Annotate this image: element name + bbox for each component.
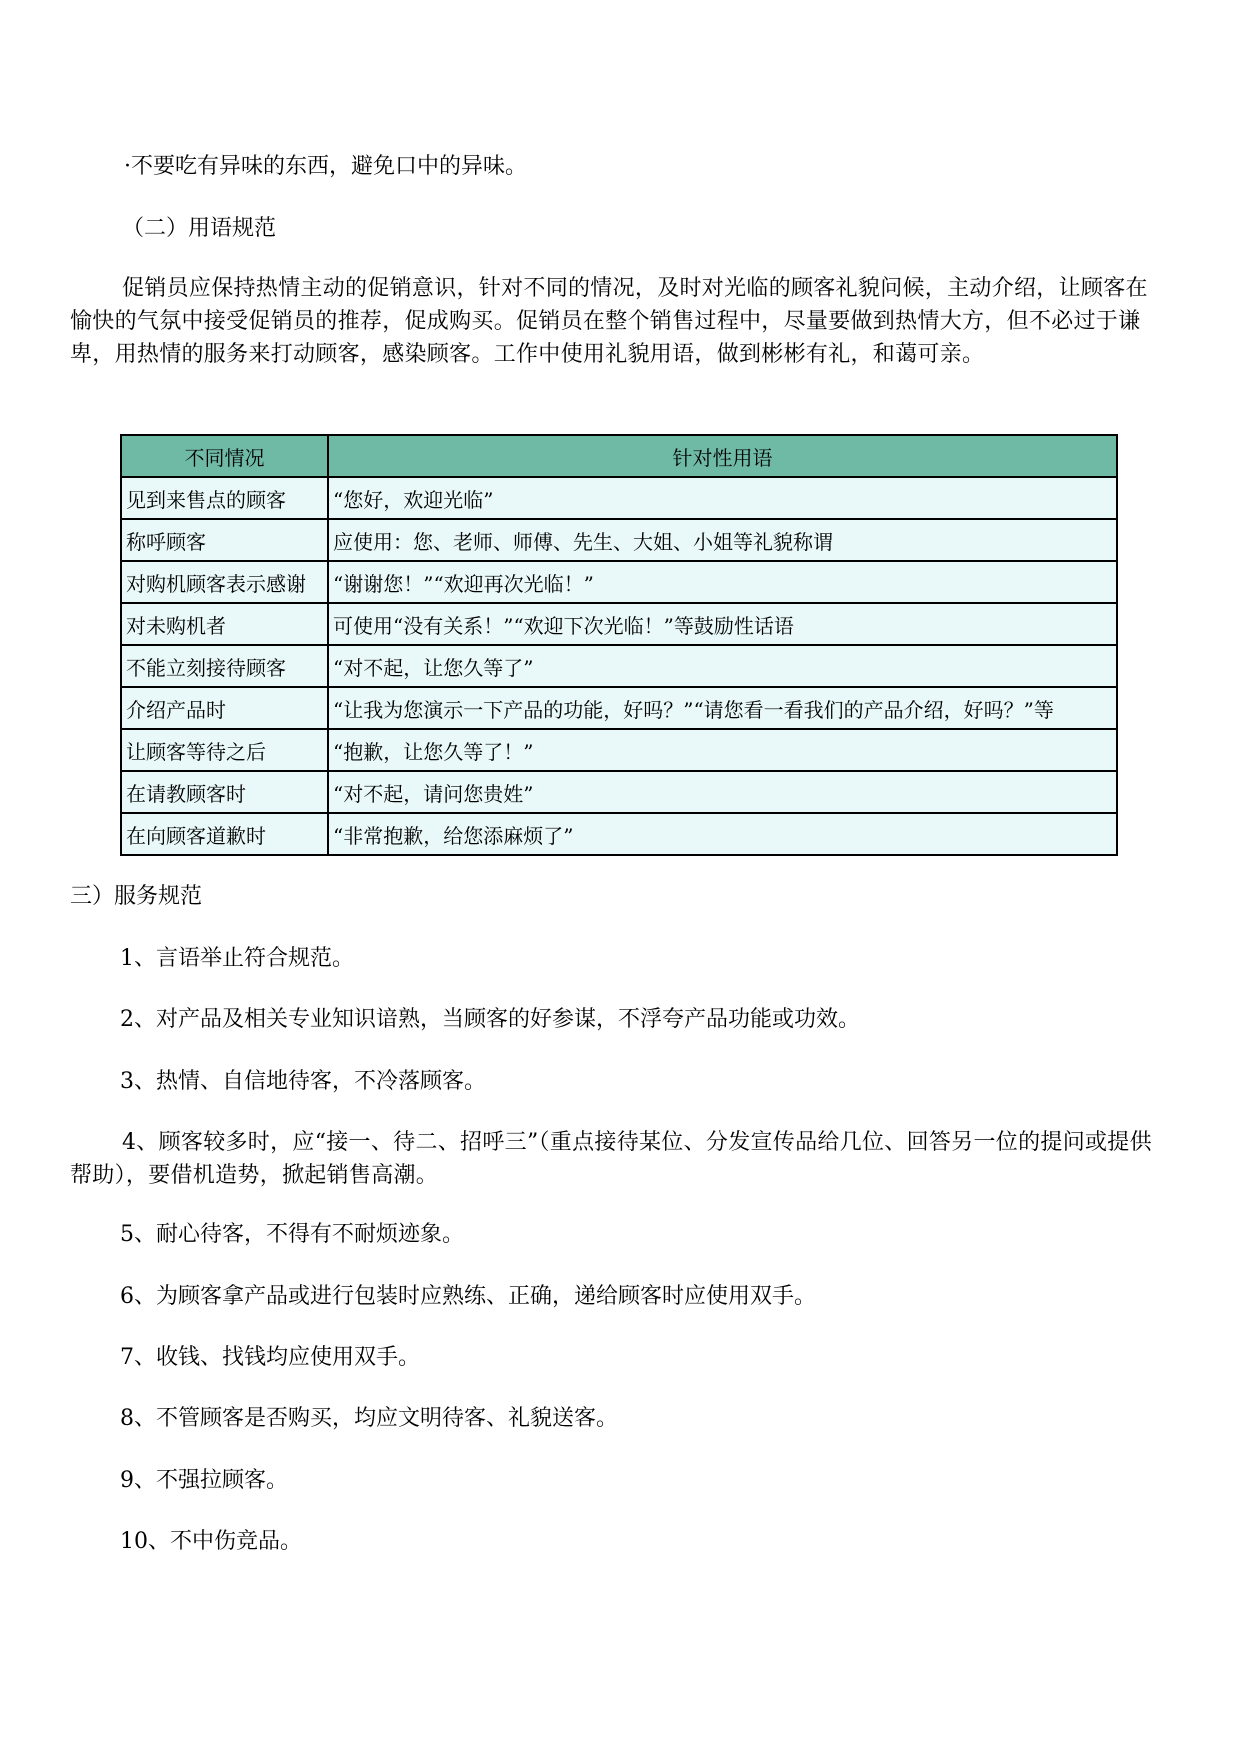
table-row	[121, 645, 1117, 687]
section2-title: （二）用语规范	[122, 216, 277, 241]
service-item: 10、不中伤竞品。	[120, 1529, 302, 1554]
service-item: 3、热情、自信地待客，不冷落顾客。	[120, 1069, 486, 1094]
phrase-cell: “您好，欢迎光临”	[328, 477, 1117, 519]
phrase-cell: “非常抱歉，给您添麻烦了”	[328, 813, 1117, 855]
service-item: 5、耐心待客，不得有不耐烦迹象。	[120, 1222, 464, 1247]
greeting-table	[120, 434, 1118, 856]
table-row	[121, 519, 1117, 561]
table-row	[121, 687, 1117, 729]
section2-paragraph: 促销员应保持热情主动的促销意识，针对不同的情况，及时对光临的顾客礼貌问候，主动介绍，让顾客在愉快的气氛中接受促销员的推荐，促成购买。促销员在整个销售过程中，尽量要做到热情大方，但不必过于谦卑，用热情的服务来打动顾客，感染顾客。工作中使用礼貌用语，做到彬彬有礼，和蔼可亲。	[70, 276, 1148, 367]
header-situation: 不同情况	[121, 435, 328, 477]
bullet-line: ·不要吃有异味的东西，避免口中的异味。	[124, 154, 527, 179]
situation-cell: 让顾客等待之后	[121, 729, 328, 771]
section3-title: 三）服务规范	[70, 884, 203, 909]
service-item: 4、顾客较多时，应“接一、待二、招呼三”（重点接待某位、分发宣传品给几位、回答另一位的提问或提供帮助），要借机造势，掀起销售高潮。	[70, 1130, 1152, 1188]
situation-cell: 介绍产品时	[121, 687, 328, 729]
table-row	[121, 477, 1117, 519]
table-row	[121, 603, 1117, 645]
phrase-cell: “谢谢您！”“欢迎再次光临！”	[328, 561, 1117, 603]
service-item: 8、不管顾客是否购买，均应文明待客、礼貌送客。	[120, 1406, 618, 1431]
situation-cell: 见到来售点的顾客	[121, 477, 328, 519]
table-header-row	[121, 435, 1117, 477]
situation-cell: 对未购机者	[121, 603, 328, 645]
situation-cell: 不能立刻接待顾客	[121, 645, 328, 687]
situation-cell: 称呼顾客	[121, 519, 328, 561]
service-item: 9、不强拉顾客。	[120, 1468, 288, 1493]
situation-cell: 在请教顾客时	[121, 771, 328, 813]
situation-cell: 对购机顾客表示感谢	[121, 561, 328, 603]
service-item: 7、收钱、找钱均应使用双手。	[120, 1345, 420, 1370]
phrase-cell: 可使用“没有关系！”“欢迎下次光临！”等鼓励性话语	[328, 603, 1117, 645]
table-row	[121, 729, 1117, 771]
phrase-cell: 应使用：您、老师、师傅、先生、大姐、小姐等礼貌称谓	[328, 519, 1117, 561]
phrase-cell: “对不起，请问您贵姓”	[328, 771, 1117, 813]
table-row	[121, 813, 1117, 855]
situation-cell: 在向顾客道歉时	[121, 813, 328, 855]
phrase-cell: “让我为您演示一下产品的功能，好吗？”“请您看一看我们的产品介绍，好吗？”等	[328, 687, 1117, 729]
table-row	[121, 561, 1117, 603]
service-item: 1、言语举止符合规范。	[120, 946, 354, 971]
header-phrases: 针对性用语	[328, 435, 1117, 477]
phrase-cell: “抱歉，让您久等了！”	[328, 729, 1117, 771]
service-item: 6、为顾客拿产品或进行包装时应熟练、正确，递给顾客时应使用双手。	[120, 1284, 816, 1309]
table-row	[121, 771, 1117, 813]
phrase-cell: “对不起，让您久等了”	[328, 645, 1117, 687]
service-item: 2、对产品及相关专业知识谙熟，当顾客的好参谋，不浮夸产品功能或功效。	[120, 1007, 860, 1032]
